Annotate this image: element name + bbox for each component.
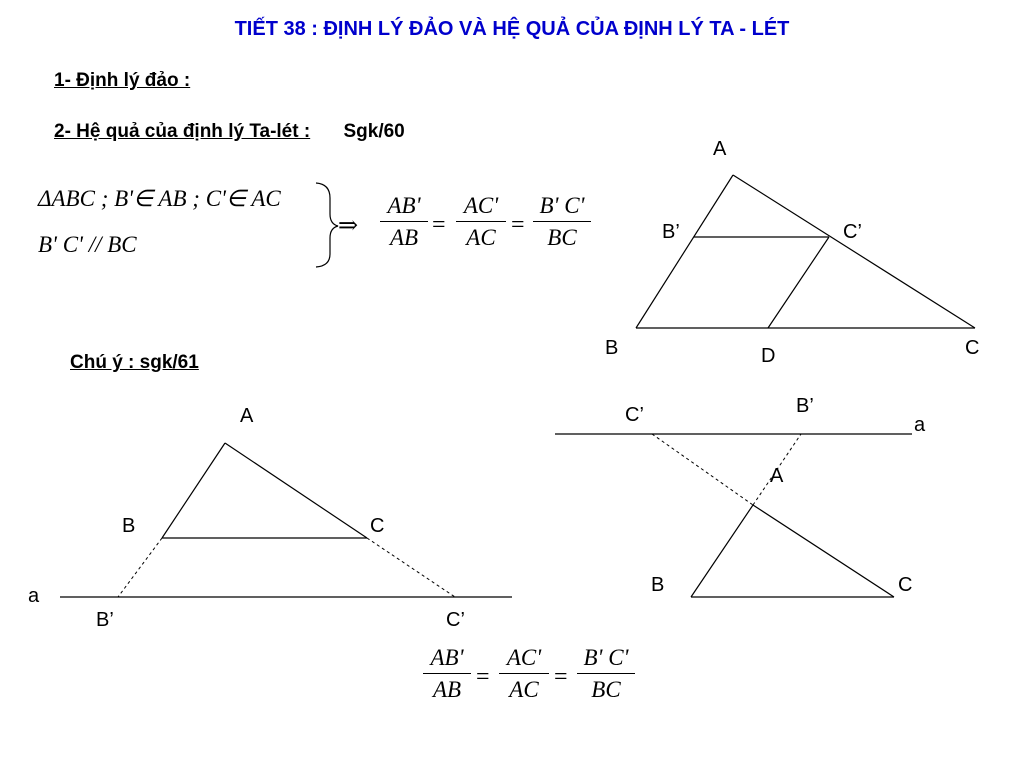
- fig2-label-C: C: [370, 515, 385, 537]
- figure-3-triangle: [555, 395, 926, 597]
- fig1-label-A: A: [713, 138, 727, 160]
- ratio-3-denominator: BC: [547, 225, 577, 250]
- fig3-label-C-prime: C’: [625, 404, 644, 426]
- fig1-label-D: D: [761, 345, 776, 367]
- fig3-label-B-prime: B’: [796, 395, 814, 417]
- section2-reference: Sgk/60: [343, 121, 405, 142]
- ratio-2-numerator: AC': [456, 193, 506, 222]
- fig1-label-C: C: [965, 337, 980, 359]
- equals-sign: =: [511, 212, 525, 238]
- ratio-1-denominator: AB: [432, 677, 462, 702]
- fig2-side-AB: [162, 443, 225, 538]
- figure-2-triangle: [28, 405, 512, 631]
- ratio-3-top: [533, 193, 591, 251]
- equals-sign: =: [432, 212, 446, 238]
- fig2-side-AC: [225, 443, 367, 538]
- fig2-dashed-BBp: [118, 538, 162, 597]
- ratio-2-top: [456, 193, 506, 251]
- fig3-dashed-ACp: [652, 434, 753, 505]
- ratio-1-numerator: AB': [380, 193, 428, 222]
- fig1-label-B: B: [605, 337, 619, 359]
- fig2-label-A: A: [240, 405, 254, 427]
- ratio-2-bottom: [499, 645, 549, 703]
- fig1-label-B-prime: B’: [662, 221, 680, 243]
- fig3-side-AB: [691, 505, 753, 597]
- fig2-label-C-prime: C’: [446, 609, 465, 631]
- ratio-3-bottom: [577, 645, 635, 703]
- hypothesis-line-2: B' C' // BC: [38, 232, 137, 257]
- fig1-label-C-prime: C’: [843, 221, 862, 243]
- fig2-dashed-CCp: [367, 538, 455, 597]
- fig3-label-A: A: [770, 465, 784, 487]
- ratio-3-numerator: B' C': [533, 193, 591, 222]
- ratio-1-numerator: AB': [423, 645, 471, 674]
- ratio-1-denominator: AB: [389, 225, 419, 250]
- implies-symbol: ⇒: [338, 211, 359, 239]
- fig2-label-a: a: [28, 585, 40, 607]
- fig3-side-AC: [753, 505, 894, 597]
- equals-sign: =: [554, 664, 568, 690]
- fig1-side-AC: [733, 175, 975, 328]
- fig1-side-AB: [636, 175, 733, 328]
- hypothesis-line-1: ΔABC ; B'∈ AB ; C'∈ AC: [38, 186, 281, 211]
- fig3-label-a: a: [914, 414, 926, 436]
- ratio-2-numerator: AC': [499, 645, 549, 674]
- fig2-label-B-prime: B’: [96, 609, 114, 631]
- ratio-2-denominator: AC: [466, 225, 496, 250]
- ratio-3-denominator: BC: [591, 677, 621, 702]
- figure-1-triangle: [605, 138, 979, 367]
- right-brace: [316, 183, 338, 267]
- section1-label: 1- Định lý đảo :: [54, 70, 191, 91]
- ratio-1-bottom: [423, 645, 471, 703]
- fig3-label-B: B: [651, 574, 665, 596]
- section2-label: 2- Hệ quả của định lý Ta-lét :: [54, 121, 311, 142]
- ratio-1-top: [380, 193, 428, 251]
- equals-sign: =: [476, 664, 490, 690]
- fig2-label-B: B: [122, 515, 136, 537]
- fig3-label-C: C: [898, 574, 913, 596]
- ratio-3-numerator: B' C': [577, 645, 635, 674]
- fig1-segment-CpD: [768, 237, 829, 328]
- ratio-2-denominator: AC: [509, 677, 539, 702]
- note-label: Chú ý : sgk/61: [70, 352, 199, 373]
- page-title: TIẾT 38 : ĐỊNH LÝ ĐẢO VÀ HỆ QUẢ CỦA ĐỊNH LÝ TA - LÉT: [234, 18, 790, 40]
